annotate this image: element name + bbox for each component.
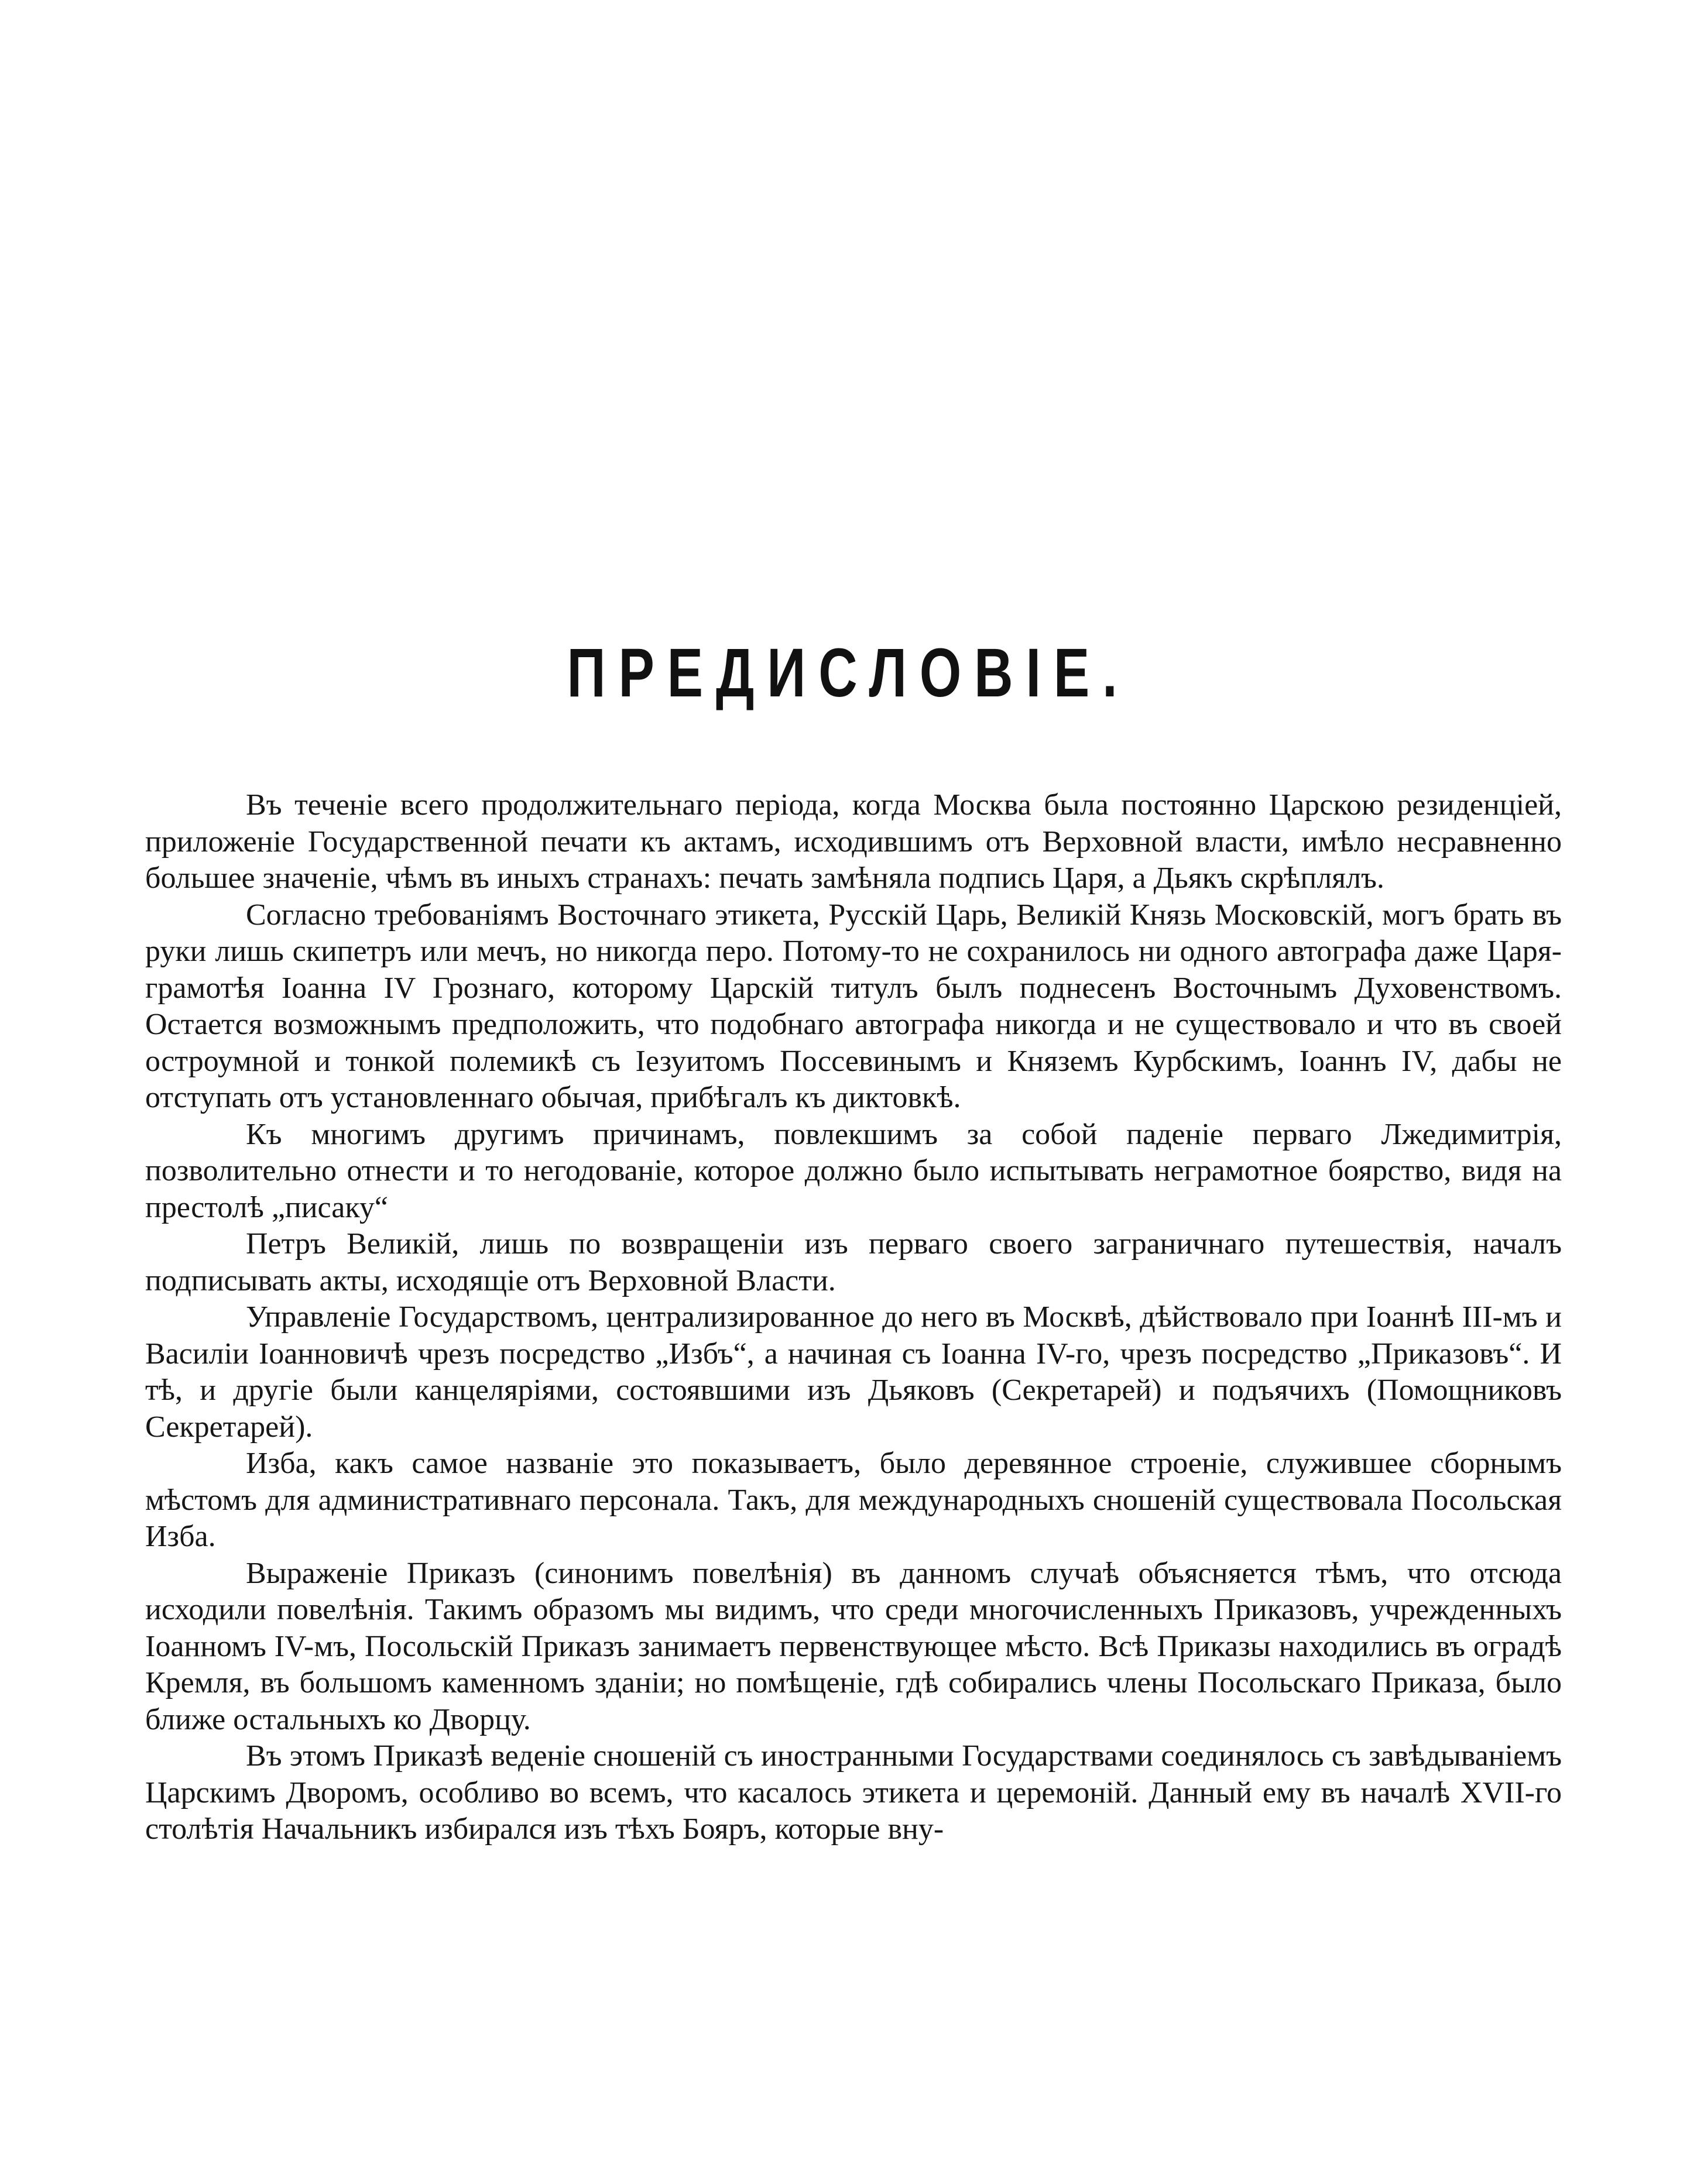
paragraph: Петръ Великій, лишь по возвращеніи изъ перваго своего заграничнаго путешествія, началъ подписывать акты, исходящіе отъ Верховной Власти. xyxy=(145,1227,1562,1297)
paragraph: Выраженіе Приказъ (синонимъ повелѣнія) въ данномъ случаѣ объясняется тѣмъ, что отсюда исходили повелѣнія. Такимъ образомъ мы видимъ, что среди многочисленныхъ Приказовъ, учрежденныхъ Іоанномъ IV-мъ, Посольскій Приказъ занимаетъ первенствующее мѣсто. Всѣ Приказы находились въ оградѣ Кремля, въ большомъ каменномъ зданіи; но помѣщеніе, гдѣ собирались члены Посольскаго Приказа, было ближе остальныхъ ко Дворцу. xyxy=(145,1556,1562,1736)
paragraph: Въ этомъ Приказѣ веденіе сношеній съ иностранными Государствами соединялось съ завѣдываніемъ Царскимъ Дворомъ, особливо во всемъ, что касалось этикета и церемоній. Данный ему въ началѣ XVII-го столѣтія Начальникъ избирался изъ тѣхъ Бояръ, которые вну- xyxy=(145,1739,1562,1846)
body-text xyxy=(145,787,1562,1848)
paragraph: Управленіе Государствомъ, централизированное до него въ Москвѣ, дѣйствовало при Іоаннѣ III-мъ и Василіи Іоанновичѣ чрезъ посредство „Избъ“, а начиная съ Іоанна IV-го, чрезъ посредство „Приказовъ“. И тѣ, и другіе были канцеляріями, состоявшими изъ Дьяковъ (Секретарей) и подъячихъ (Помощниковъ Секретарей). xyxy=(145,1300,1562,1444)
paragraph: Изба, какъ самое названіе это показываетъ, было деревянное строеніе, служившее сборнымъ мѣстомъ для административнаго персонала. Такъ, для международныхъ сношеній существовала Посольская Изба. xyxy=(145,1447,1562,1553)
paragraph: Въ теченіе всего продолжительнаго періода, когда Москва была постоянно Царскою резиденціей, приложеніе Государственной печати къ актамъ, исходившимъ отъ Верховной власти, имѣло несравненно большее значеніе, чѣмъ въ иныхъ странахъ: печать замѣняла подпись Царя, а Дьякъ скрѣплялъ. xyxy=(145,788,1562,895)
paragraph: Къ многимъ другимъ причинамъ, повлекшимъ за собой паденіе перваго Лжедимитрія, позволительно отнести и то негодованіе, которое должно было испытывать неграмотное боярство, видя на престолѣ „писаку“ xyxy=(145,1117,1562,1224)
paragraph: Согласно требованіямъ Восточнаго этикета, Русскій Царь, Великій Князь Московскій, могъ брать въ руки лишь скипетръ или мечъ, но никогда перо. Потому-то не сохранилось ни одного автографа даже Царя-грамотѣя Іоанна IV Грознаго, которому Царскій титулъ былъ поднесенъ Восточнымъ Духовенствомъ. Остается возможнымъ предположить, что подобнаго автографа никогда и не существовало и что въ своей остроумной и тонкой полемикѣ съ Іезуитомъ Поссевинымъ и Княземъ Курбскимъ, Іоаннъ IV, дабы не отступать отъ установленнаго обычая, прибѣгалъ къ диктовкѣ. xyxy=(145,898,1562,1114)
page-title: ПРЕДИСЛОВІЕ. xyxy=(567,634,1130,712)
